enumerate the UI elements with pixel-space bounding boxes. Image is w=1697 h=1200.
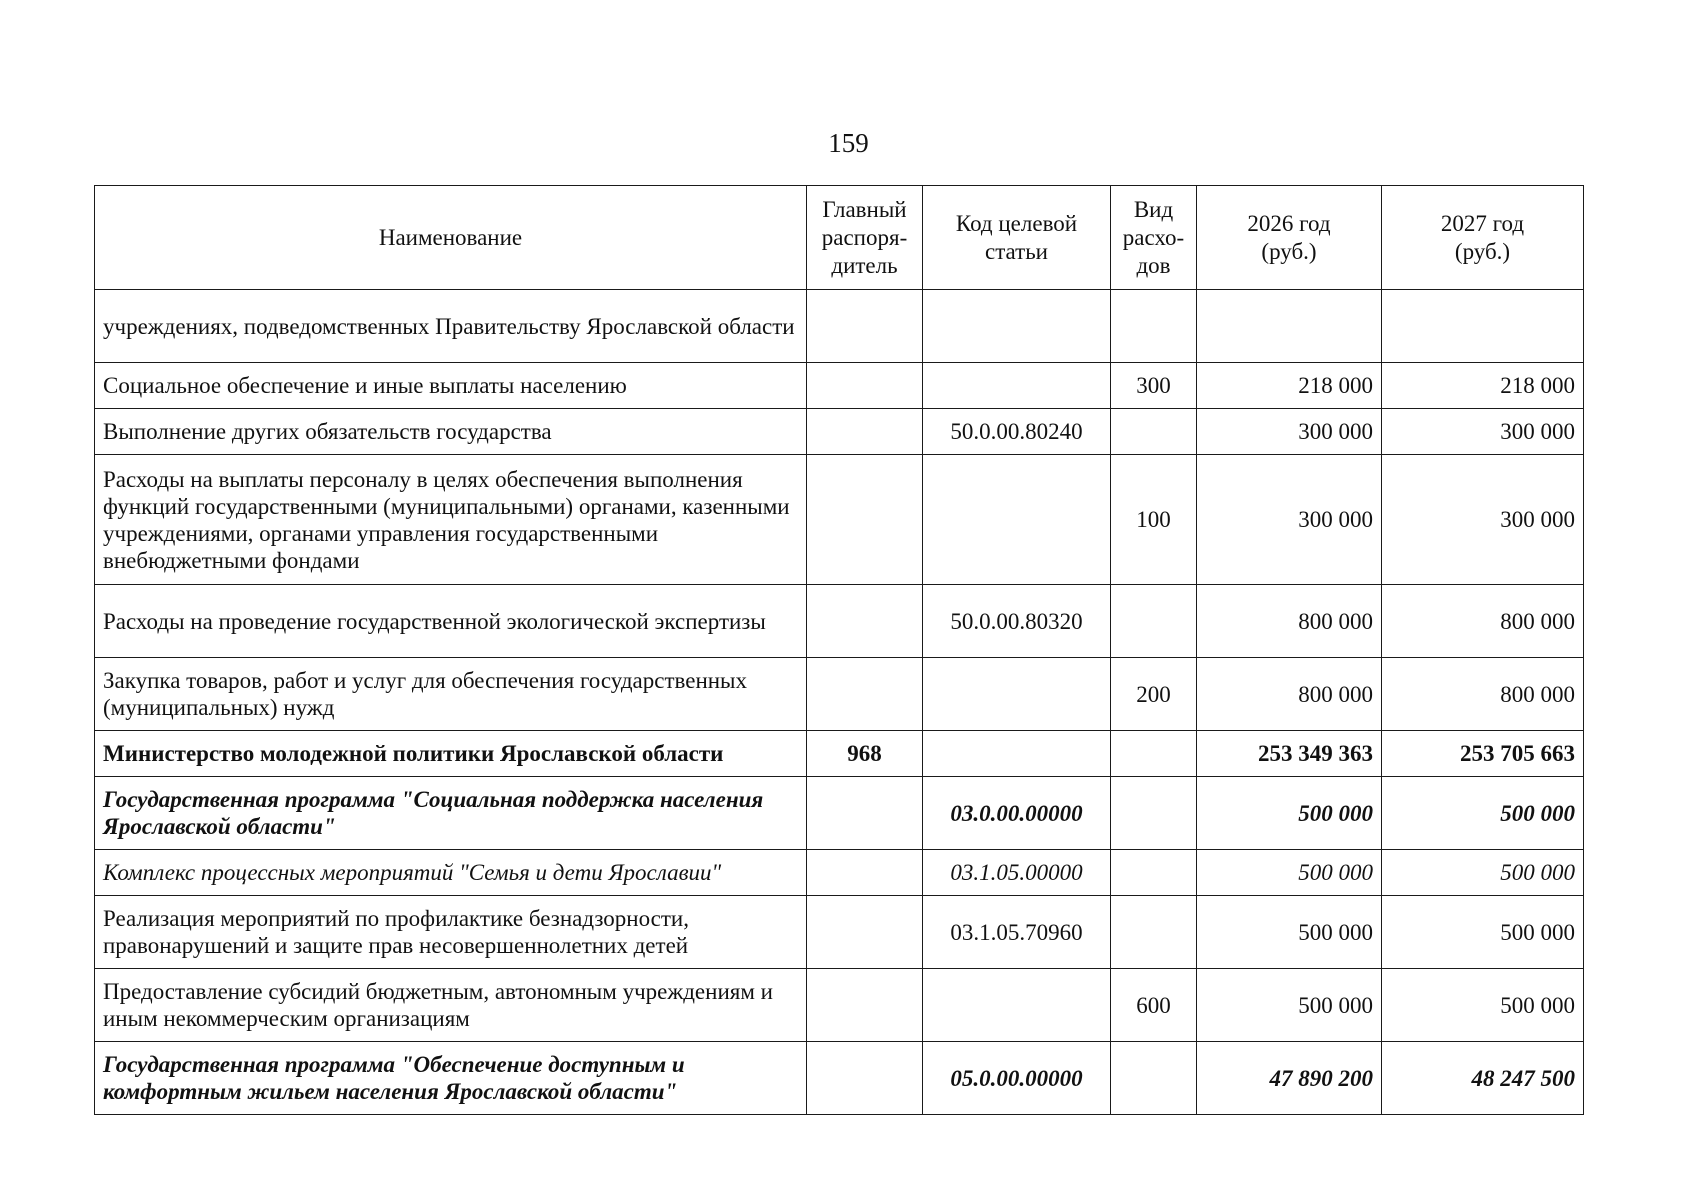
table-row [95,850,1584,896]
row-target-code-cell [923,969,1111,1042]
row-expense-type-cell: 300 [1111,363,1197,409]
row-2026-cell [1197,290,1382,363]
row-expense-type-cell [1111,409,1197,455]
table-body [95,290,1584,1115]
row-2027-cell: 48 247 500 [1382,1042,1584,1115]
table-row [95,585,1584,658]
row-target-code-cell: 05.0.00.00000 [923,1042,1111,1115]
row-2027-cell: 500 000 [1382,896,1584,969]
row-name-cell: учреждениях, подведомственных Правительству Ярославской области [95,290,807,363]
table-row [95,455,1584,585]
row-2027-cell: 800 000 [1382,585,1584,658]
row-administrator-cell [807,363,923,409]
row-expense-type-cell [1111,1042,1197,1115]
row-expense-type-cell: 100 [1111,455,1197,585]
row-administrator-cell [807,658,923,731]
row-2027-cell: 218 000 [1382,363,1584,409]
row-2027-cell: 300 000 [1382,409,1584,455]
row-name-cell: Государственная программа "Социальная поддержка населения Ярославской области" [95,777,807,850]
row-2026-cell: 253 349 363 [1197,731,1382,777]
table-row [95,969,1584,1042]
row-name-cell: Выполнение других обязательств государства [95,409,807,455]
table-row [95,363,1584,409]
row-expense-type-cell [1111,850,1197,896]
row-name-cell: Государственная программа "Обеспечение доступным и комфортным жильем населения Ярославской области" [95,1042,807,1115]
row-administrator-cell [807,850,923,896]
row-expense-type-cell [1111,731,1197,777]
budget-table [94,185,1584,1115]
row-administrator-cell [807,455,923,585]
table-row [95,777,1584,850]
row-administrator-cell [807,585,923,658]
row-name-cell: Министерство молодежной политики Ярославской области [95,731,807,777]
table-header-row [95,186,1584,290]
row-target-code-cell: 03.1.05.70960 [923,896,1111,969]
row-2026-cell: 500 000 [1197,969,1382,1042]
row-target-code-cell: 03.0.00.00000 [923,777,1111,850]
row-2026-cell: 500 000 [1197,777,1382,850]
row-expense-type-cell [1111,585,1197,658]
row-target-code-cell [923,658,1111,731]
row-2027-cell [1382,290,1584,363]
row-administrator-cell [807,896,923,969]
header-target-code: Код целевой статьи [923,186,1111,290]
row-target-code-cell [923,290,1111,363]
row-expense-type-cell [1111,896,1197,969]
row-2027-cell: 500 000 [1382,969,1584,1042]
row-2027-cell: 253 705 663 [1382,731,1584,777]
row-2027-cell: 300 000 [1382,455,1584,585]
row-name-cell: Расходы на проведение государственной экологической экспертизы [95,585,807,658]
table-row [95,658,1584,731]
row-expense-type-cell [1111,777,1197,850]
row-target-code-cell [923,731,1111,777]
header-expense-type: Вид расхо- дов [1111,186,1197,290]
header-2027: 2027 год (руб.) [1382,186,1584,290]
row-expense-type-cell: 600 [1111,969,1197,1042]
table-row [95,731,1584,777]
row-name-cell: Комплекс процессных мероприятий "Семья и дети Ярославии" [95,850,807,896]
row-2026-cell: 500 000 [1197,896,1382,969]
header-2026: 2026 год (руб.) [1197,186,1382,290]
header-name: Наименование [95,186,807,290]
row-administrator-cell: 968 [807,731,923,777]
row-administrator-cell [807,1042,923,1115]
row-target-code-cell: 03.1.05.00000 [923,850,1111,896]
row-2027-cell: 800 000 [1382,658,1584,731]
table-row [95,409,1584,455]
row-name-cell: Социальное обеспечение и иные выплаты населению [95,363,807,409]
row-target-code-cell: 50.0.00.80240 [923,409,1111,455]
row-2026-cell: 300 000 [1197,455,1382,585]
row-name-cell: Расходы на выплаты персоналу в целях обеспечения выполнения функций государственными (муниципальными) органами, казенными учреждениями, органами управления государственными внебюджетными фондами [95,455,807,585]
row-2026-cell: 800 000 [1197,658,1382,731]
table-row [95,896,1584,969]
row-administrator-cell [807,409,923,455]
row-target-code-cell [923,455,1111,585]
row-expense-type-cell: 200 [1111,658,1197,731]
row-2026-cell: 47 890 200 [1197,1042,1382,1115]
page-number: 159 [828,128,869,158]
table-row [95,1042,1584,1115]
row-2027-cell: 500 000 [1382,850,1584,896]
row-target-code-cell [923,363,1111,409]
row-administrator-cell [807,777,923,850]
row-2027-cell: 500 000 [1382,777,1584,850]
header-administrator: Главный распоря- дитель [807,186,923,290]
row-2026-cell: 500 000 [1197,850,1382,896]
row-2026-cell: 218 000 [1197,363,1382,409]
row-name-cell: Закупка товаров, работ и услуг для обеспечения государственных (муниципальных) нужд [95,658,807,731]
row-administrator-cell [807,969,923,1042]
row-2026-cell: 800 000 [1197,585,1382,658]
row-2026-cell: 300 000 [1197,409,1382,455]
row-name-cell: Предоставление субсидий бюджетным, автономным учреждениям и иным некоммерческим организациям [95,969,807,1042]
row-name-cell: Реализация мероприятий по профилактике безнадзорности, правонарушений и защите прав несовершеннолетних детей [95,896,807,969]
row-expense-type-cell [1111,290,1197,363]
row-administrator-cell [807,290,923,363]
table-row [95,290,1584,363]
row-target-code-cell: 50.0.00.80320 [923,585,1111,658]
